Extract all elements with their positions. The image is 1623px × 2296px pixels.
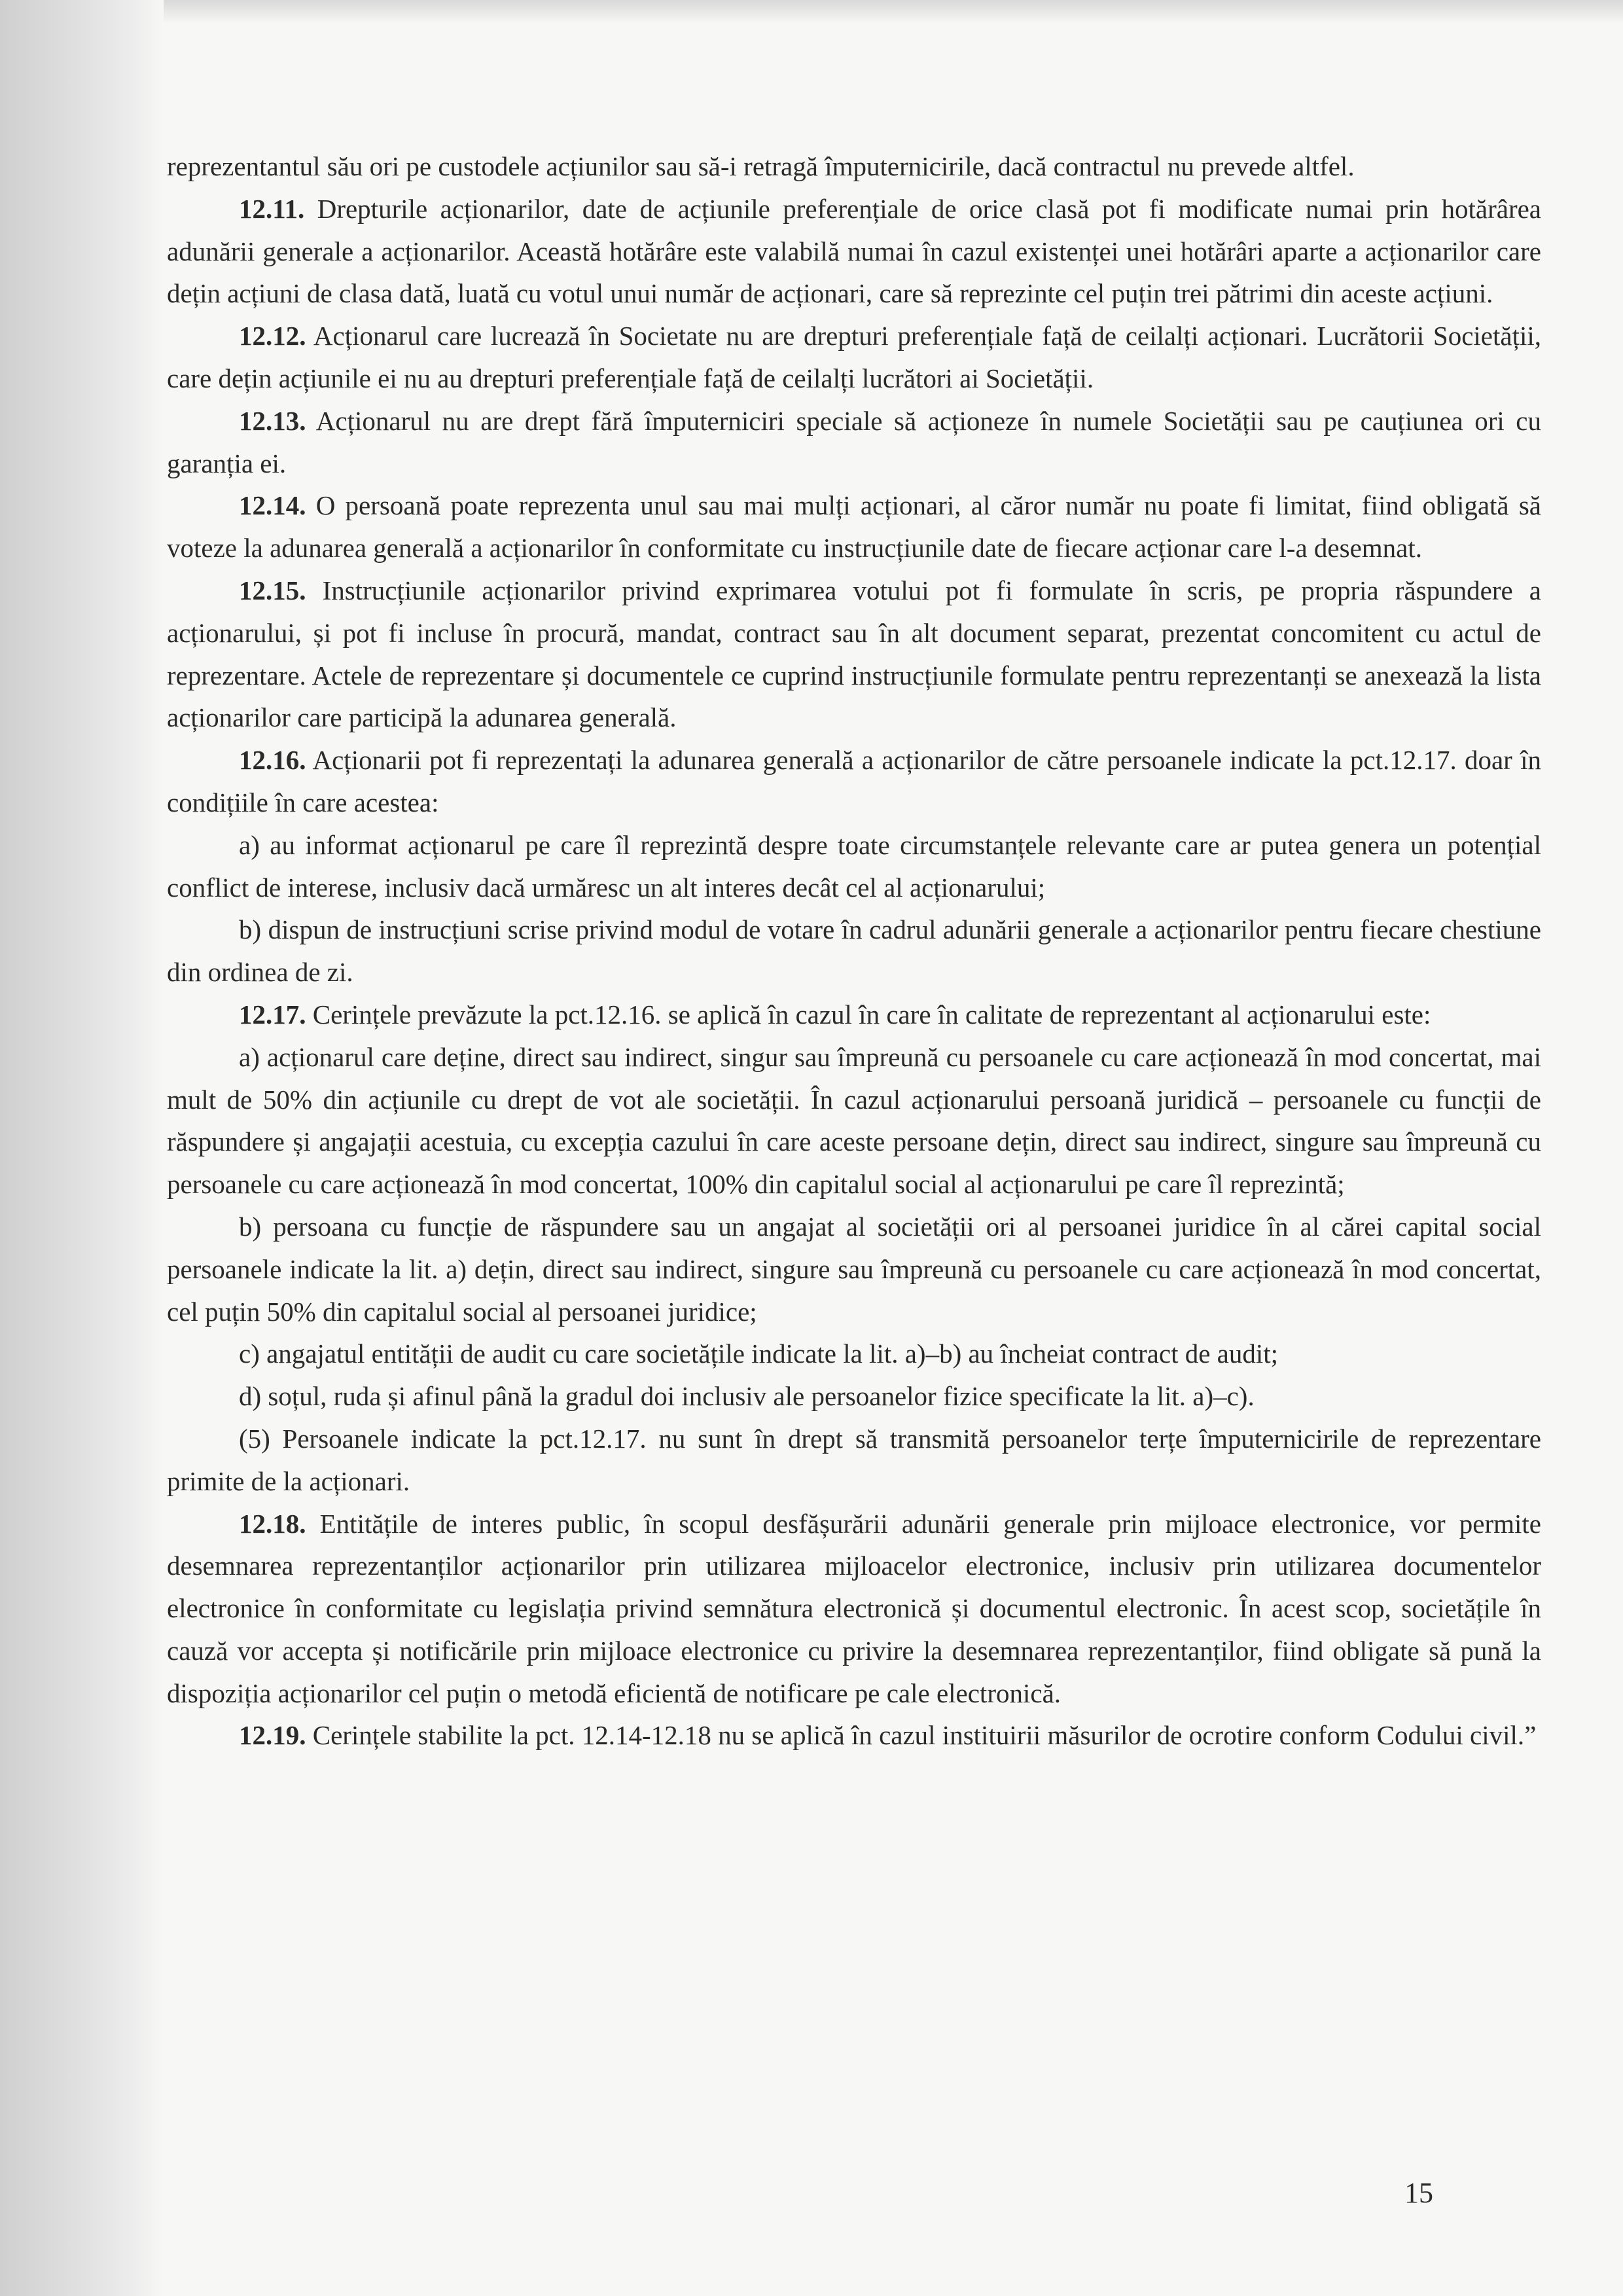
clause-12-15 [167, 569, 1541, 739]
clause-number: 12.16. [239, 745, 306, 776]
clause-text: Acționarul care lucrează în Societate nu are drepturi preferențiale față de ceilalți acționari. Lucrătorii Societății, care dețin acțiunile ei nu au drepturi preferențiale față de ceilalți lucrători ai Societății. [167, 321, 1541, 393]
clause-text: Acționarul nu are drept fără împuterniciri speciale să acționeze în numele Societății sau pe cauțiunea ori cu garanția ei. [167, 405, 1541, 478]
scan-top-edge [164, 0, 1623, 24]
clause-number: 12.17. [239, 999, 306, 1030]
clause-text: Instrucțiunile acționarilor privind exprimarea votului pot fi formulate în scris, pe propria răspundere a acționarului, și pot fi incluse în procură, mandat, contract sau în alt document separat, prezentat concomitent cu actul de reprezentare. Actele de reprezentare și documentele ce cuprind instrucțiunile formulate pentru reprezentanți se anexează la lista acționarilor care participă la adunarea generală. [167, 575, 1541, 733]
clause-12-18 [167, 1503, 1541, 1715]
clause-text: O persoană poate reprezenta unul sau mai mulți acționari, al căror număr nu poate fi limitat, fiind obligată să voteze la adunarea generală a acționarilor în conformitate cu instrucțiunile date de fiecare acționar care l-a desemnat. [167, 490, 1541, 564]
clause-number: 12.13. [239, 405, 306, 436]
clause-number: 12.18. [239, 1508, 306, 1539]
list-item-d: d) soțul, ruda și afinul până la gradul doi inclusiv ale persoanelor fizice specificate la lit. a)–c). [239, 1381, 1255, 1412]
clause-number: 12.12. [239, 321, 306, 351]
list-item-b: b) dispun de instrucțiuni scrise privind modul de votare în cadrul adunării generale a acționarilor pentru fiecare chestiune din ordinea de zi. [167, 914, 1541, 988]
list-item-a: a) au informat acționarul pe care îl reprezintă despre toate circumstanțele relevante care ar putea genera un potențial conflict de interese, inclusiv dacă urmăresc un alt interes decât cel al acționarului; [167, 829, 1541, 903]
clause-number: 12.11. [239, 193, 305, 224]
clause-number: 12.14. [239, 490, 306, 521]
clause-12-16 [167, 739, 1541, 824]
clause-number: 12.19. [239, 1720, 306, 1751]
clause-text: Cerințele prevăzute la pct.12.16. se aplică în cazul în care în calitate de reprezentant al acționarului este: [306, 999, 1431, 1030]
clause-text: Cerințele stabilite la pct. 12.14-12.18 nu se aplică în cazul instituirii măsurilor de ocrotire conform Codului civil.” [306, 1720, 1537, 1751]
document-body [167, 145, 1541, 1757]
binding-shadow [0, 0, 164, 2296]
clause-12-17 [167, 994, 1541, 1036]
list-item-a: a) acționarul care deține, direct sau indirect, singur sau împreună cu persoanele cu care acționează în mod concertat, mai mult de 50% din acțiunile cu drept de vot ale societății. În cazul acționarului persoană juridică – persoanele cu funcții de răspundere și angajații acestuia, cu excepția cazului în care aceste persoane dețin, direct sau indirect, singure sau împreună cu persoanele cu care acționează în mod concertat, 100% din capitalul social al acționarului pe care îl reprezintă; [167, 1041, 1541, 1200]
clause-text: Entitățile de interes public, în scopul desfășurării adunării generale prin mijloace electronice, vor permite desemnarea reprezentanților acționarilor prin utilizarea mijloacelor electronice, inclusiv prin utilizarea documentelor electronice în conformitate cu legislația privind semnătura electronică și documentul electronic. În acest scop, societățile în cauză vor accepta și notificările prin mijloace electronice cu privire la desemnarea reprezentanților, fiind obligate să pună la dispoziția acționarilor cel puțin o metodă eficientă de notificare pe cale electronică. [167, 1508, 1541, 1708]
clause-text: Drepturile acționarilor, date de acțiunile preferențiale de orice clasă pot fi modificate numai prin hotărârea adunării generale a acționarilor. Această hotărâre este valabilă numai în cazul existenței unei hotărâri aparte a acționarilor care dețin acțiuni de clasa dată, luată cu votul unui număr de acționari, care să reprezinte cel puțin trei pătrimi din aceste acțiuni. [167, 193, 1541, 309]
list-item-5: (5) Persoanele indicate la pct.12.17. nu sunt în drept să transmită persoanelor terțe împuternicirile de reprezentare primite de la acționari. [167, 1423, 1541, 1496]
clause-12-13 [167, 400, 1541, 485]
clause-12-19 [167, 1714, 1541, 1757]
list-item-c: c) angajatul entității de audit cu care societățile indicate la lit. a)–b) au încheiat contract de audit; [239, 1338, 1279, 1369]
paragraph-continuation: reprezentantul său ori pe custodele acțiunilor sau să-i retragă împuternicirile, dacă contractul nu prevede altfel. [167, 151, 1355, 181]
page-number: 15 [1404, 2177, 1433, 2209]
clause-number: 12.15. [239, 575, 306, 605]
clause-12-12 [167, 315, 1541, 400]
clause-12-14 [167, 484, 1541, 569]
clause-12-11 [167, 188, 1541, 315]
clause-text: Acționarii pot fi reprezentați la adunarea generală a acționarilor de către persoanele indicate la pct.12.17. doar în condițiile în care acestea: [167, 745, 1541, 817]
list-item-b: b) persoana cu funcție de răspundere sau un angajat al societății ori al persoanei juridice în al cărei capital social persoanele indicate la lit. a) dețin, direct sau indirect, singure sau împreună cu persoanele cu care acționează în mod concertat, cel puțin 50% din capitalul social al persoanei juridice; [167, 1211, 1541, 1327]
